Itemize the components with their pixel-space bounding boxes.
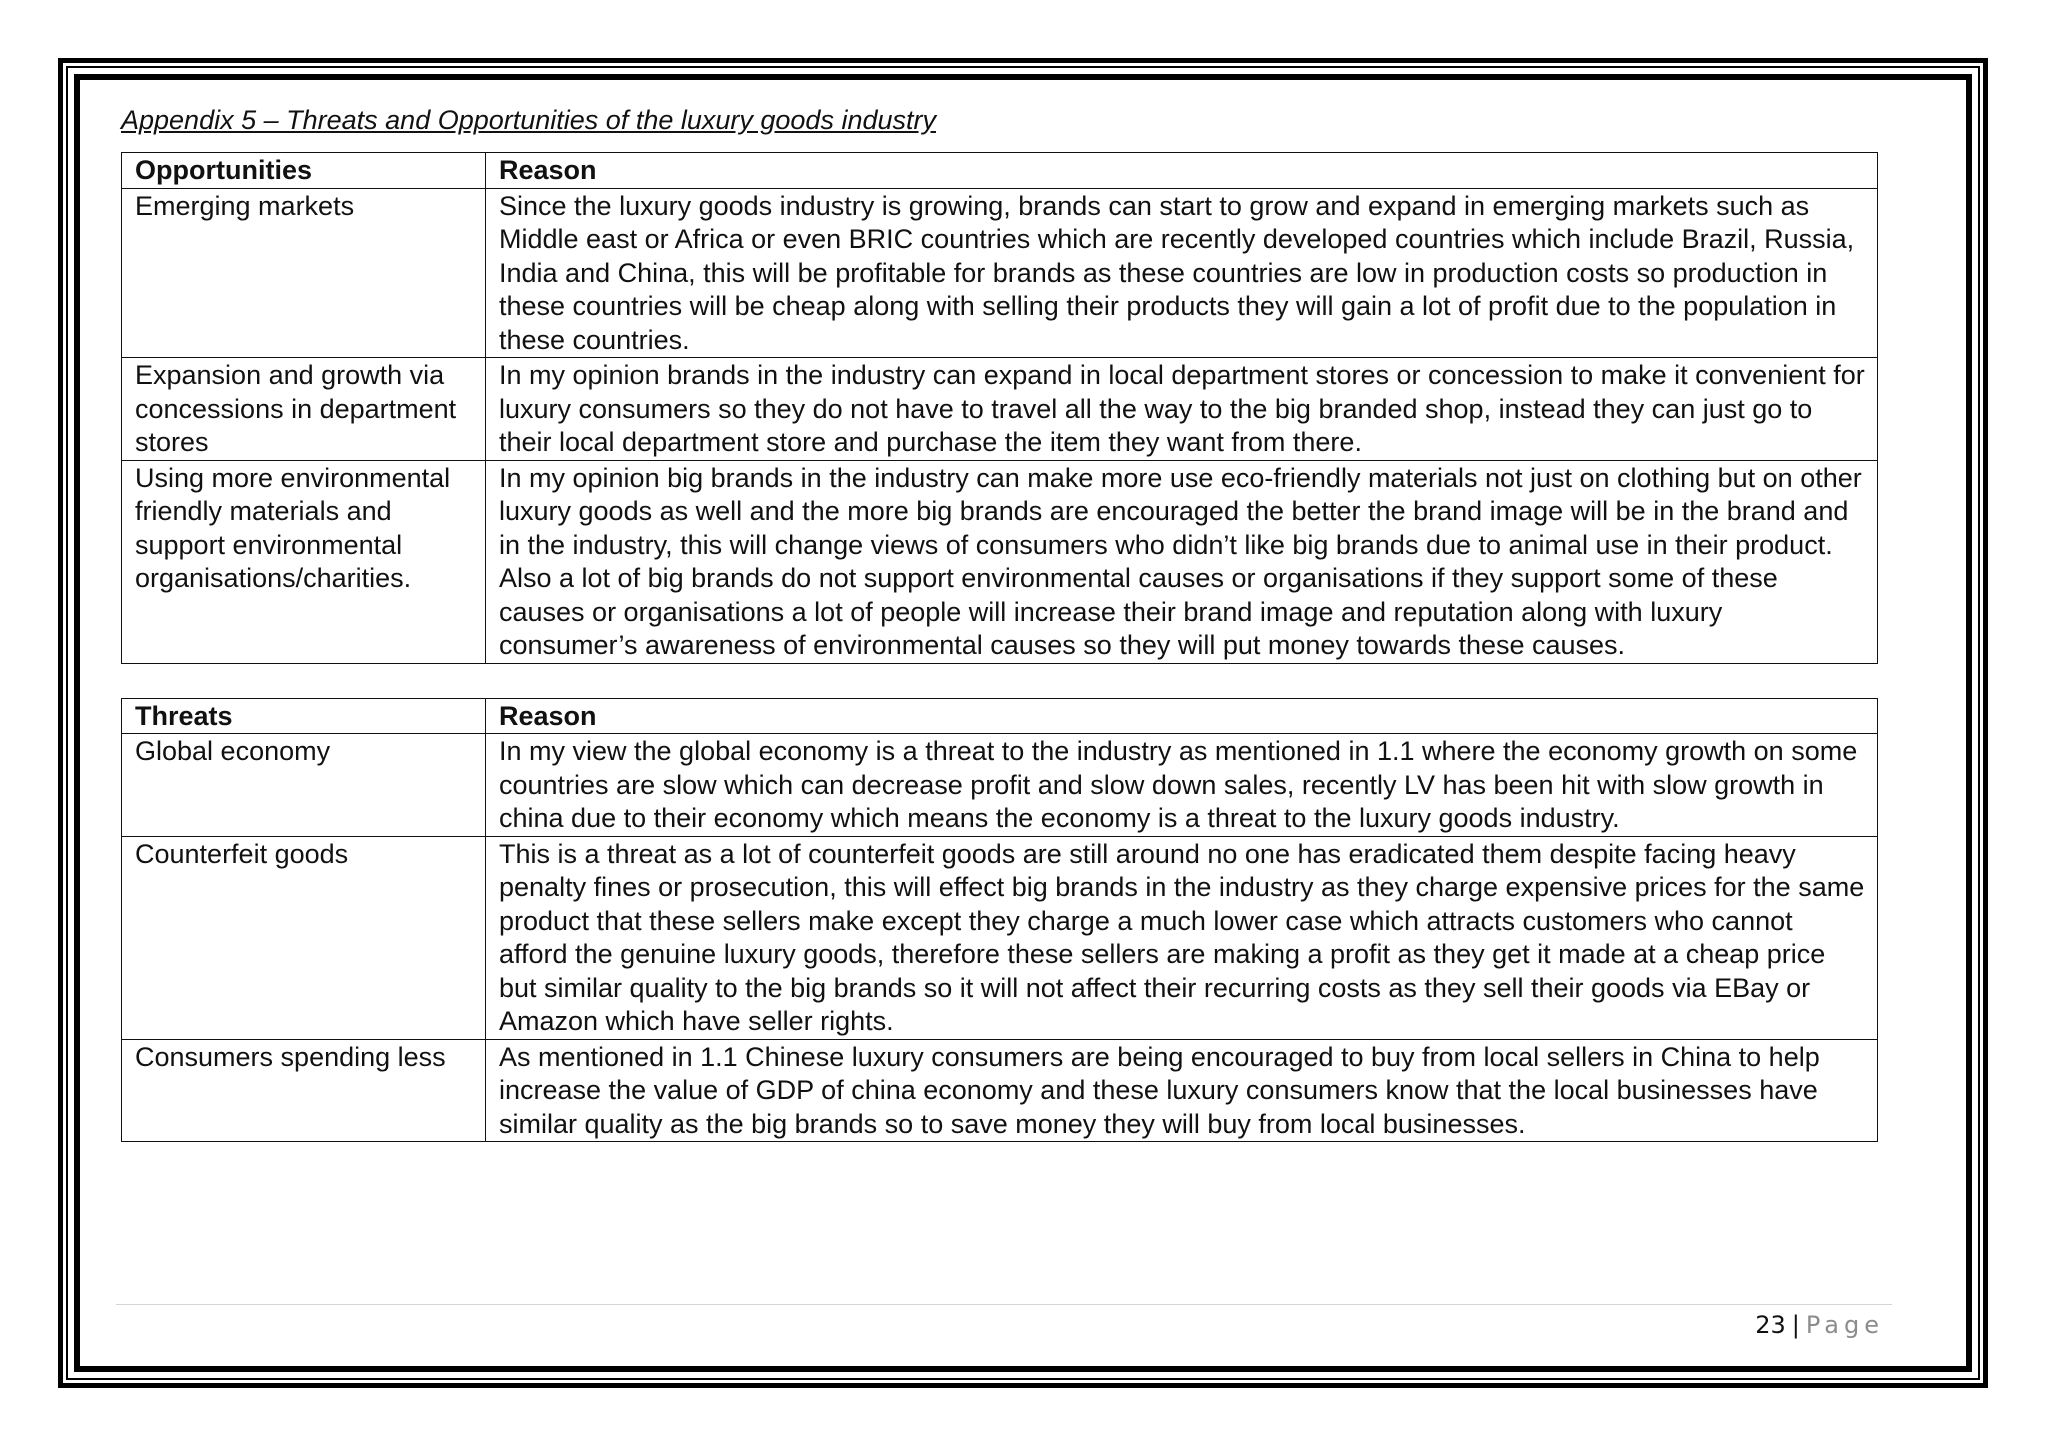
- table-row: [122, 734, 1878, 837]
- table-row: [122, 188, 1878, 358]
- column-header-threats: Threats: [122, 698, 486, 734]
- table-row: [122, 358, 1878, 461]
- table-header-row: [122, 698, 1878, 734]
- threat-reason: This is a threat as a lot of counterfeit goods are still around no one has eradicated them despite facing heavy penalty fines or prosecution, this will effect big brands in the industry as they charge expensive prices for the same product that these sellers make except they charge a much lower case which attracts customers who cannot afford the genuine luxury goods, therefore these sellers are making a profit as they get it made at a cheap price but similar quality to the big brands so it will not affect their recurring costs as they sell their goods via EBay or Amazon which have seller rights.: [486, 836, 1878, 1039]
- column-header-opportunities: Opportunities: [122, 153, 486, 189]
- column-header-reason: Reason: [486, 698, 1878, 734]
- page-content: [121, 102, 1877, 1142]
- threat-reason: In my view the global economy is a threat to the industry as mentioned in 1.1 where the economy growth on some countries are slow which can decrease profit and slow down sales, recently LV has been hit with slow growth in china due to their economy which means the economy is a threat to the luxury goods industry.: [486, 734, 1878, 837]
- threat-reason: As mentioned in 1.1 Chinese luxury consumers are being encouraged to buy from local sellers in China to help increase the value of GDP of china economy and these luxury consumers know that the local businesses have similar quality as the big brands so to save money they will buy from local businesses.: [486, 1039, 1878, 1142]
- threats-table: [121, 698, 1878, 1143]
- table-spacer: [121, 664, 1877, 698]
- opportunity-reason: In my opinion big brands in the industry can make more use eco-friendly materials not just on clothing but on other luxury goods as well and the more big brands are encouraged the better the brand image will be in the brand and in the industry, this will change views of consumers who didn’t like big brands due to animal use in their product. Also a lot of big brands do not support environmental causes or organisations if they support some of these causes or organisations a lot of people will increase their brand image and reputation along with luxury consumer’s awareness of environmental causes so they will put money towards these causes.: [486, 460, 1878, 663]
- appendix-heading: Appendix 5 – Threats and Opportunities of the luxury goods industry: [121, 105, 936, 135]
- table-header-row: [122, 153, 1878, 189]
- page-label: Page: [1805, 1311, 1884, 1339]
- opportunity-reason: In my opinion brands in the industry can expand in local department stores or concession to make it convenient for luxury consumers so they do not have to travel all the way to the big branded shop, instead they can just go to their local department store and purchase the item they want from there.: [486, 358, 1878, 461]
- footer-separator: |: [1791, 1311, 1800, 1339]
- table-row: [122, 1039, 1878, 1142]
- opportunity-reason: Since the luxury goods industry is growing, brands can start to grow and expand in emerging markets such as Middle east or Africa or even BRIC countries which are recently developed countries which include Brazil, Russia, India and China, this will be profitable for brands as these countries are low in production costs so production in these countries will be cheap along with selling their products they will gain a lot of profit due to the population in these countries.: [486, 188, 1878, 358]
- page-number: 23: [1755, 1311, 1786, 1339]
- opportunities-table: [121, 152, 1878, 664]
- page-footer: [1600, 1310, 1884, 1340]
- column-header-reason: Reason: [486, 153, 1878, 189]
- opportunity-item: Emerging markets: [122, 188, 486, 358]
- table-row: [122, 460, 1878, 663]
- threat-item: Consumers spending less: [122, 1039, 486, 1142]
- table-row: [122, 836, 1878, 1039]
- opportunity-item: Using more environmental friendly materials and support environmental organisations/charities.: [122, 460, 486, 663]
- threat-item: Counterfeit goods: [122, 836, 486, 1039]
- footer-divider: [116, 1304, 1892, 1305]
- threat-item: Global economy: [122, 734, 486, 837]
- opportunity-item: Expansion and growth via concessions in department stores: [122, 358, 486, 461]
